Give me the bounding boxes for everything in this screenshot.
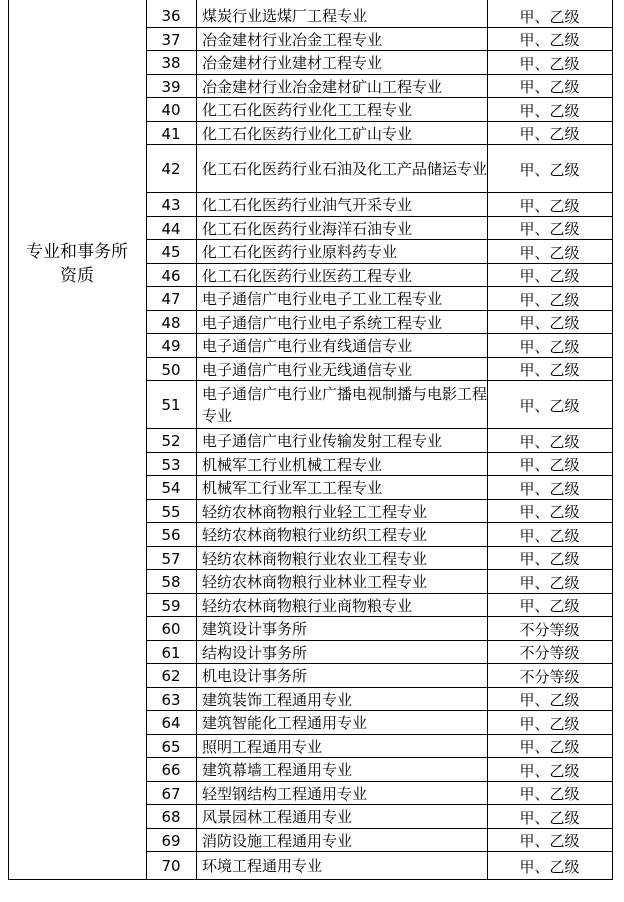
row-grade: 甲、乙级 (519, 761, 580, 780)
row-specialty-name: 建筑智能化工程通用专业 (202, 714, 368, 732)
row-specialty-name: 建筑设计事务所 (202, 620, 308, 638)
row-number: 58 (161, 573, 181, 591)
row-specialty-name: 轻型钢结构工程通用专业 (202, 784, 368, 803)
row-specialty-name: 化工石化医药行业医药工程专业 (202, 266, 413, 285)
col-left-border (8, 0, 9, 880)
row-number: 43 (161, 196, 181, 214)
row-specialty-name: 化工石化医药行业原料药专业 (202, 243, 398, 261)
row-number: 42 (161, 160, 181, 178)
row-specialty-name: 轻纺农林商物粮行业商物粮专业 (202, 596, 413, 615)
row-number: 46 (161, 266, 181, 285)
row-specialty-name: 风景园林工程通用专业 (202, 808, 353, 826)
table-bottom-border (8, 879, 612, 880)
row-grade: 甲、乙级 (519, 78, 580, 96)
row-grade: 甲、乙级 (519, 290, 580, 309)
category-cell (8, 200, 146, 328)
row-grade: 甲、乙级 (519, 785, 580, 803)
row-number: 52 (161, 432, 181, 450)
row-specialty-name: 机械军工行业军工工程专业 (202, 479, 383, 497)
col-right-border (612, 0, 613, 880)
row-grade: 甲、乙级 (519, 573, 580, 592)
row-specialty-name: 化工石化医药行业海洋石油专业 (202, 219, 413, 238)
col-divider-1 (146, 0, 147, 880)
row-grade: 甲、乙级 (519, 7, 580, 26)
row-number: 50 (161, 360, 181, 379)
row-grade: 甲、乙级 (519, 101, 580, 120)
row-grade: 甲、乙级 (519, 337, 580, 356)
row-grade: 甲、乙级 (519, 808, 580, 827)
row-specialty-name: 机械军工行业机械工程专业 (202, 455, 383, 474)
row-grade: 甲、乙级 (519, 832, 580, 850)
row-grade: 甲、乙级 (519, 220, 580, 238)
col-divider-3 (487, 0, 488, 880)
row-number: 54 (161, 479, 181, 497)
row-specialty-name: 结构设计事务所 (202, 643, 308, 662)
row-grade: 甲、乙级 (519, 550, 580, 568)
row-grade: 甲、乙级 (519, 857, 580, 876)
row-specialty-name: 电子通信广电行业广播电视制播与电影工程专业 (202, 385, 488, 425)
row-number: 38 (161, 54, 181, 72)
row-specialty-name: 建筑装饰工程通用专业 (202, 690, 353, 709)
row-grade: 甲、乙级 (519, 396, 580, 415)
row-number: 49 (161, 337, 181, 355)
row-specialty-name: 电子通信广电行业电子工业工程专业 (202, 290, 443, 308)
row-number: 62 (161, 667, 181, 685)
row-grade: 甲、乙级 (519, 31, 580, 49)
row-number: 64 (161, 714, 181, 732)
row-number: 48 (161, 313, 181, 332)
row-grade: 甲、乙级 (519, 432, 580, 451)
row-specialty-name: 照明工程通用专业 (202, 737, 323, 756)
row-specialty-name: 电子通信广电行业传输发射工程专业 (202, 432, 443, 450)
category-line-2: 资质 (60, 266, 94, 286)
row-grade: 甲、乙级 (519, 503, 580, 521)
row-number: 67 (161, 784, 181, 803)
row-number: 59 (161, 596, 181, 615)
row-specialty-name: 建筑幕墙工程通用专业 (202, 761, 353, 779)
row-number: 39 (161, 77, 181, 96)
row-grade: 不分等级 (519, 620, 580, 639)
row-number: 51 (161, 396, 181, 414)
col-divider-2 (196, 0, 197, 880)
row-specialty-name: 电子通信广电行业有线通信专业 (202, 337, 413, 355)
row-specialty-name: 轻纺农林商物粮行业林业工程专业 (202, 573, 428, 591)
row-number: 70 (161, 857, 181, 875)
row-specialty-name: 机电设计事务所 (202, 667, 308, 685)
row-grade: 甲、乙级 (519, 160, 580, 179)
row-specialty-name: 消防设施工程通用专业 (202, 831, 353, 850)
row-specialty-name: 环境工程通用专业 (202, 857, 323, 875)
row-grade: 甲、乙级 (519, 456, 580, 474)
row-grade: 不分等级 (519, 644, 580, 662)
row-specialty-name: 冶金建材行业冶金建材矿山工程专业 (202, 77, 443, 96)
row-grade: 甲、乙级 (519, 361, 580, 379)
row-grade: 甲、乙级 (519, 243, 580, 262)
row-number: 37 (161, 30, 181, 49)
row-specialty-name: 电子通信广电行业无线通信专业 (202, 360, 413, 379)
row-number: 36 (161, 7, 181, 25)
row-specialty-name: 化工石化医药行业化工工程专业 (202, 101, 413, 119)
row-number: 44 (161, 219, 181, 238)
row-grade: 甲、乙级 (519, 54, 580, 73)
row-number: 63 (161, 690, 181, 709)
row-specialty-name: 轻纺农林商物粮行业轻工工程专业 (202, 502, 428, 521)
row-grade: 甲、乙级 (519, 714, 580, 733)
row-grade: 甲、乙级 (519, 691, 580, 709)
row-number: 57 (161, 549, 181, 568)
row-number: 45 (161, 243, 181, 261)
row-specialty-name: 轻纺农林商物粮行业纺织工程专业 (202, 526, 428, 544)
row-grade: 甲、乙级 (519, 479, 580, 498)
row-grade: 甲、乙级 (519, 526, 580, 545)
category-line-1: 专业和事务所 (26, 242, 128, 262)
row-number: 66 (161, 761, 181, 779)
row-grade: 甲、乙级 (519, 267, 580, 285)
row-number: 53 (161, 455, 181, 474)
row-specialty-name: 轻纺农林商物粮行业农业工程专业 (202, 549, 428, 568)
row-specialty-name: 冶金建材行业冶金工程专业 (202, 30, 383, 49)
row-grade: 甲、乙级 (519, 196, 580, 215)
row-grade: 甲、乙级 (519, 125, 580, 143)
row-grade: 甲、乙级 (519, 597, 580, 615)
row-number: 55 (161, 502, 181, 521)
row-number: 61 (161, 643, 181, 662)
row-number: 47 (161, 290, 181, 308)
row-specialty-name: 化工石化医药行业石油及化工产品储运专业 (202, 160, 488, 178)
row-number: 40 (161, 101, 181, 119)
row-specialty-name: 冶金建材行业建材工程专业 (202, 54, 383, 72)
row-number: 69 (161, 831, 181, 850)
row-grade: 甲、乙级 (519, 738, 580, 756)
row-number: 65 (161, 737, 181, 756)
row-specialty-name: 煤炭行业选煤厂工程专业 (202, 7, 368, 25)
row-grade: 不分等级 (519, 667, 580, 686)
row-number: 68 (161, 808, 181, 826)
row-grade: 甲、乙级 (519, 314, 580, 332)
row-specialty-name: 化工石化医药行业化工矿山专业 (202, 124, 413, 143)
row-number: 41 (161, 124, 181, 143)
row-specialty-name: 电子通信广电行业电子系统工程专业 (202, 313, 443, 332)
row-specialty-name: 化工石化医药行业油气开采专业 (202, 196, 413, 214)
row-number: 60 (161, 620, 181, 638)
row-number: 56 (161, 526, 181, 544)
